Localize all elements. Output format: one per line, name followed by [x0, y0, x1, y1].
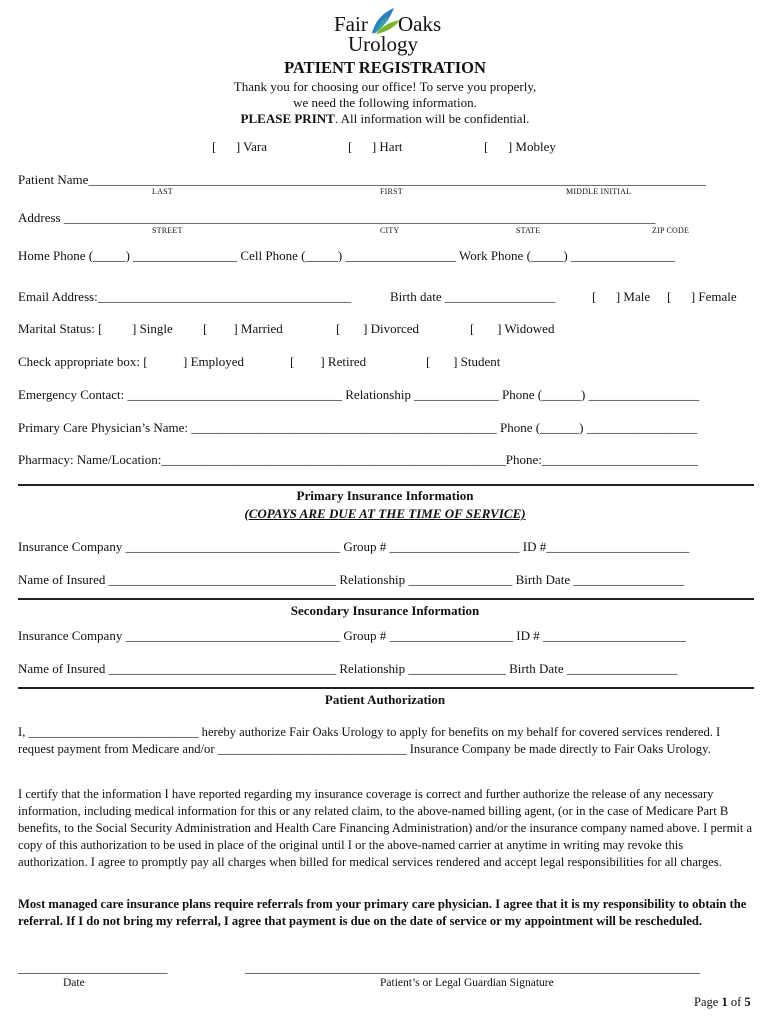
patient-signature-line[interactable]: ______________________________________________________________________	[245, 960, 700, 975]
authorization-paragraph-1: I, ___________________________ hereby authorize Fair Oaks Urology to apply for benefits on my behalf for covered services rendered. I request payment from Medicare and/or ______________________________ Insurance Company be made directly to Fair Oaks Urology.	[18, 725, 721, 756]
checkbox-divorced[interactable]: [ ] Divorced	[336, 321, 420, 336]
label-middle-initial: MIDDLE INITIAL	[566, 187, 632, 196]
patient-name-field[interactable]: Patient Name_______________________________________________________________________________________________	[18, 172, 706, 187]
copay-notice: (COPAYS ARE DUE AT THE TIME OF SERVICE)	[244, 506, 526, 521]
label-state: STATE	[516, 226, 541, 235]
date-signature-line[interactable]: _______________________	[18, 960, 168, 975]
logo	[330, 6, 450, 54]
primary-insurance-company-field[interactable]: Insurance Company _________________________________ Group # ____________________ ID #______________________	[18, 539, 690, 554]
checkbox-female[interactable]: [ ] Female	[667, 289, 737, 304]
checkbox-student[interactable]: [ ] Student	[426, 354, 501, 369]
birth-date-field[interactable]: Birth date _________________	[390, 289, 556, 304]
section-divider	[18, 687, 754, 689]
primary-insurance-title: Primary Insurance Information	[296, 488, 474, 503]
please-print: PLEASE PRINT	[240, 111, 335, 126]
authorization-paragraph-2: I certify that the information I have reported regarding my insurance coverage is correct and further authorize the release of any necessary information, including medical information for this or any related claim, to the above-named billing agent, (or in the case of Medicare Part B benefits, to the Social Security Administration and Health Care Financing Administration) and/or the insurance company named above. I permit a copy of this authorization to be used in place of the original until I or the above-named carrier at anytime in writing may revoke this authorization. I agree to promptly pay all charges when billed for medical services rendered and accept legal responsibilities for all charges.	[18, 787, 753, 869]
page-current: 1	[721, 995, 728, 1009]
section-divider	[18, 598, 754, 600]
email-field[interactable]: Email Address:_______________________________________	[18, 289, 352, 304]
intro-line-3	[0, 111, 770, 127]
page-of: of	[727, 995, 745, 1009]
logo-word-oaks: Oaks	[398, 12, 442, 36]
primary-name-of-insured-field[interactable]: Name of Insured ___________________________________ Relationship ________________ Birth Date _________________	[18, 572, 684, 587]
checkbox-retired[interactable]: [ ] Retired	[290, 354, 367, 369]
intro-line-2: we need the following information.	[293, 95, 477, 110]
page-number	[694, 995, 751, 1010]
page-prefix: Page	[694, 995, 722, 1009]
intro-line-1: Thank you for choosing our office! To serve you properly,	[233, 79, 537, 94]
address-field[interactable]: Address ___________________________________________________________________________________________	[18, 210, 656, 225]
label-street: STREET	[152, 226, 183, 235]
page-title: PATIENT REGISTRATION	[284, 58, 486, 77]
secondary-insurance-title: Secondary Insurance Information	[290, 603, 480, 618]
phone-fields[interactable]: Home Phone (_____) ________________ Cell Phone (_____) _________________ Work Phone (_____) ________________	[18, 248, 675, 263]
checkbox-widowed[interactable]: [ ] Widowed	[470, 321, 555, 336]
page-total: 5	[744, 995, 751, 1009]
intro-confidential: . All information will be confidential.	[334, 111, 530, 126]
emergency-contact-field[interactable]: Emergency Contact: _________________________________ Relationship _____________ Phone (______) _________________	[18, 387, 700, 402]
logo-word-urology: Urology	[348, 32, 418, 56]
primary-care-physician-field[interactable]: Primary Care Physician’s Name: _______________________________________________ Phone (______) _________________	[18, 420, 698, 435]
patient-authorization-title: Patient Authorization	[324, 692, 446, 707]
pharmacy-field[interactable]: Pharmacy: Name/Location:_____________________________________________________Phone:________________________	[18, 452, 698, 467]
label-last: LAST	[152, 187, 173, 196]
checkbox-single[interactable]: ] Single	[132, 321, 173, 336]
marital-status-label: Marital Status: [	[18, 321, 103, 336]
physician-checkbox-vara[interactable]: [ ] Vara	[212, 139, 267, 154]
label-city: CITY	[380, 226, 400, 235]
checkbox-male[interactable]: [ ] Male	[592, 289, 651, 304]
logo-word-fair: Fair	[334, 12, 368, 36]
label-first: FIRST	[380, 187, 403, 196]
secondary-name-of-insured-field[interactable]: Name of Insured ___________________________________ Relationship _______________ Birth Date _________________	[18, 661, 678, 676]
checkbox-employed[interactable]: ] Employed	[183, 354, 245, 369]
physician-checkbox-hart[interactable]: [ ] Hart	[348, 139, 403, 154]
label-zip: ZIP CODE	[652, 226, 690, 235]
section-divider	[18, 484, 754, 486]
authorization-paragraph-3: Most managed care insurance plans require referrals from your primary care physician. I agree that it is my responsibility to obtain the referral. If I do not bring my referral, I agree that payment is due on the date of service or my appointment will be rescheduled.	[18, 897, 747, 928]
checkbox-married[interactable]: [ ] Married	[203, 321, 283, 336]
signature-label: Patient’s or Legal Guardian Signature	[380, 977, 554, 989]
physician-checkbox-mobley[interactable]: [ ] Mobley	[484, 139, 556, 154]
employment-label: Check appropriate box: [	[18, 354, 148, 369]
secondary-insurance-company-field[interactable]: Insurance Company _________________________________ Group # ___________________ ID # ______________________	[18, 628, 687, 643]
date-label: Date	[63, 977, 85, 989]
